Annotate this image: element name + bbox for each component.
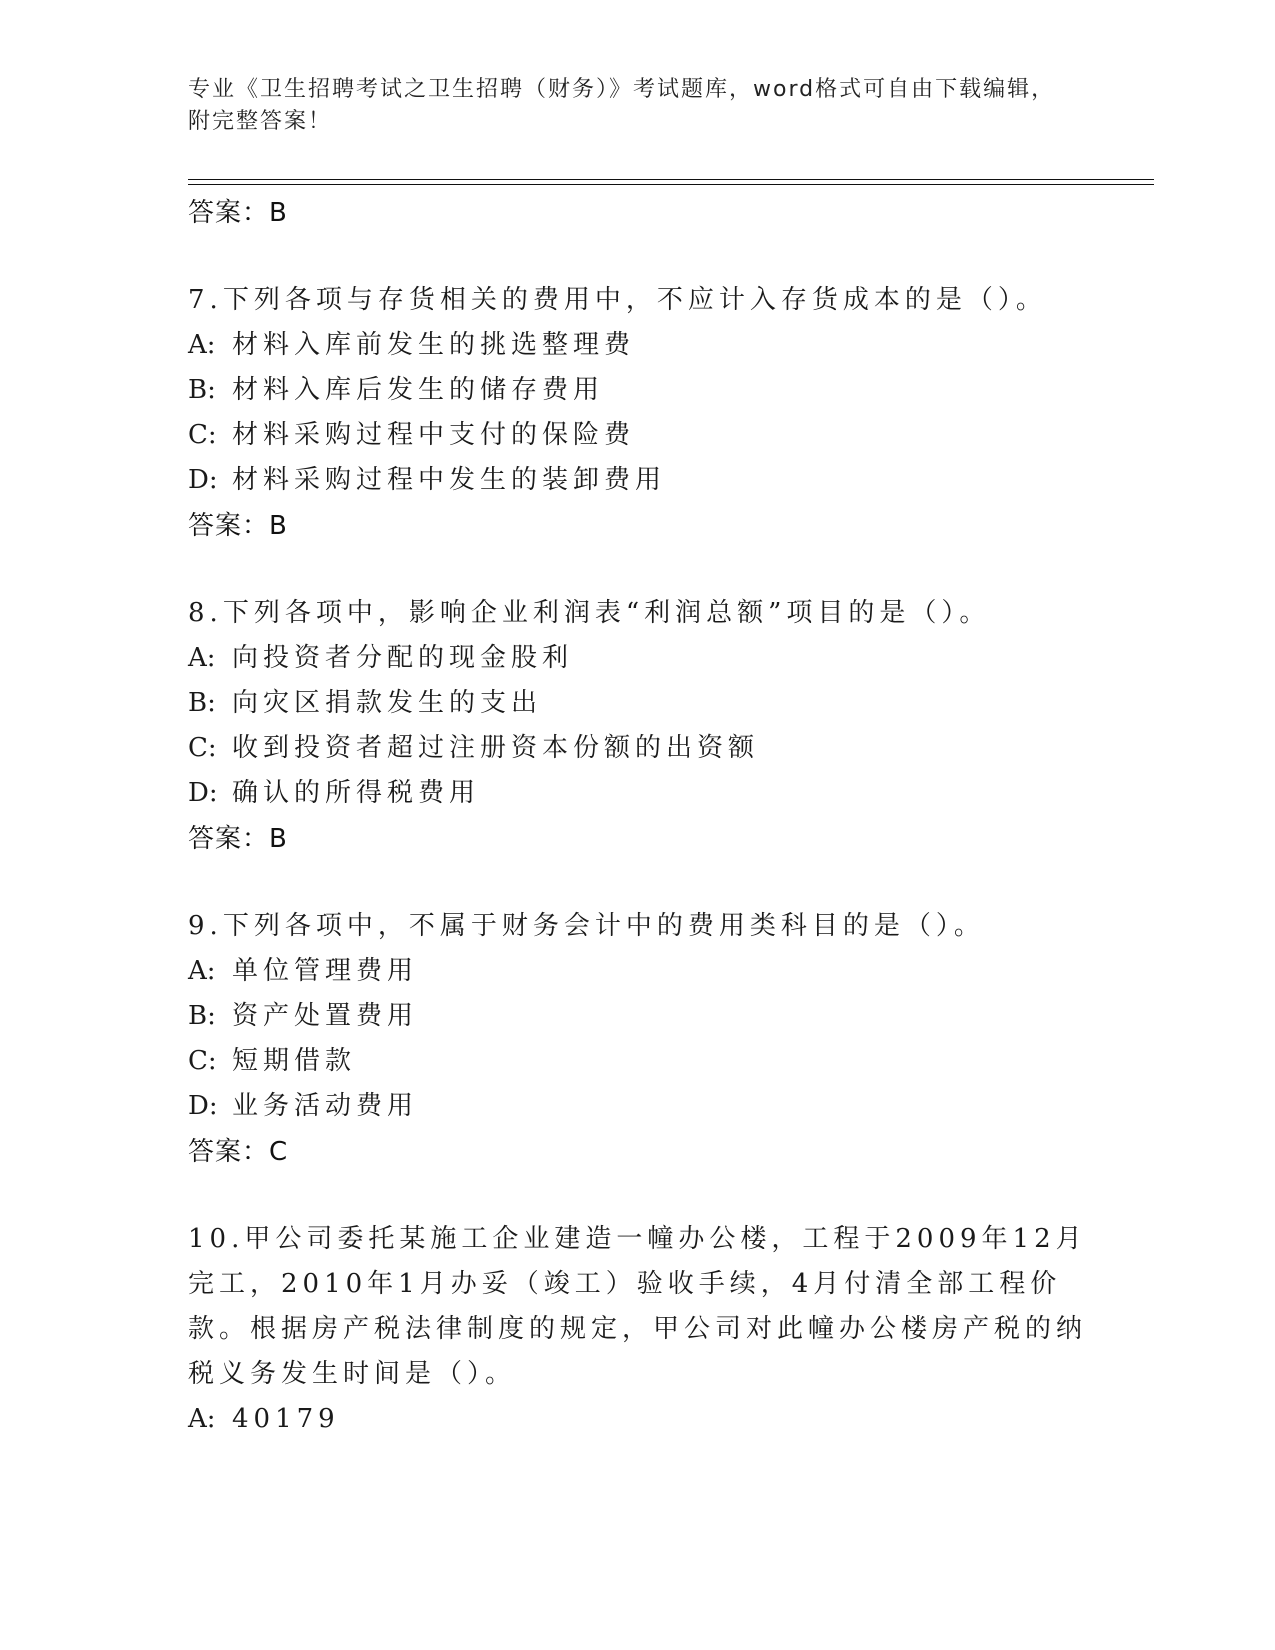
answer-value: B xyxy=(269,511,288,541)
question-text xyxy=(188,278,1088,323)
option-text: 材料采购过程中支付的保险费 xyxy=(232,420,636,450)
option-item xyxy=(188,636,1088,681)
option-text: 收到投资者超过注册资本份额的出资额 xyxy=(232,733,760,763)
answer-value: C xyxy=(269,1137,289,1167)
answer-value: B xyxy=(269,198,288,228)
option-text: 向投资者分配的现金股利 xyxy=(232,643,574,673)
answer-label: 答案： xyxy=(188,1137,270,1167)
option-text: 材料入库后发生的储存费用 xyxy=(232,375,605,405)
option-letter: D: xyxy=(188,778,218,808)
option-letter: A: xyxy=(188,643,216,673)
option-text: 确认的所得税费用 xyxy=(232,778,481,808)
option-item xyxy=(188,949,1088,994)
option-letter: C: xyxy=(188,733,217,763)
option-letter: C: xyxy=(188,1046,217,1076)
option-letter: A: xyxy=(188,956,216,986)
option-text: 资产处置费用 xyxy=(232,1001,419,1031)
question-stem: 下列各项中，影响企业利润表“利润总额”项目的是（）。 xyxy=(222,598,991,628)
spacer xyxy=(188,1175,1088,1217)
option-text: 业务活动费用 xyxy=(232,1091,419,1121)
option-letter: B: xyxy=(188,1001,216,1031)
option-item xyxy=(188,994,1088,1039)
header-divider-thick xyxy=(188,179,1154,180)
question-number: 7. xyxy=(188,285,223,315)
question-stem: 甲公司委托某施工企业建造一幢办公楼，工程于2009年12月完工，2010年1月办妥（竣工）验收手续，4月付清全部工程价款。根据房产税法律制度的规定，甲公司对此幢办公楼房产税的纳税义务发生时间是（）。 xyxy=(188,1224,1088,1389)
question-stem: 下列各项与存货相关的费用中，不应计入存货成本的是（）。 xyxy=(222,285,1047,315)
answer-line xyxy=(188,503,1088,549)
option-item xyxy=(188,323,1088,368)
option-letter: D: xyxy=(188,1091,218,1121)
option-item xyxy=(188,1084,1088,1129)
option-letter: A: xyxy=(188,1404,216,1434)
option-item xyxy=(188,681,1088,726)
question-text xyxy=(188,904,1088,949)
spacer xyxy=(188,549,1088,591)
document-header: 专业《卫生招聘考试之卫生招聘（财务）》考试题库，word格式可自由下载编辑，附完整答案！ xyxy=(188,77,1056,134)
spacer xyxy=(188,862,1088,904)
question-stem: 下列各项中，不属于财务会计中的费用类科目的是（）。 xyxy=(222,911,985,941)
question-number: 10. xyxy=(188,1224,245,1254)
option-item xyxy=(188,413,1088,458)
answer-value: B xyxy=(269,824,288,854)
answer-label: 答案： xyxy=(188,198,270,228)
question-number: 8. xyxy=(188,598,223,628)
option-letter: D: xyxy=(188,465,218,495)
question-list xyxy=(188,190,1088,1442)
option-letter: A: xyxy=(188,330,216,360)
answer-label: 答案： xyxy=(188,824,270,854)
option-item xyxy=(188,368,1088,413)
option-item xyxy=(188,771,1088,816)
option-text: 向灾区捐款发生的支出 xyxy=(232,688,543,718)
option-item xyxy=(188,1397,1088,1442)
option-letter: B: xyxy=(188,375,216,405)
answer-line xyxy=(188,816,1088,862)
option-text: 材料入库前发生的挑选整理费 xyxy=(232,330,636,360)
question-number: 9. xyxy=(188,911,223,941)
option-text: 40179 xyxy=(232,1404,340,1434)
option-item xyxy=(188,1039,1088,1084)
option-text: 材料采购过程中发生的装卸费用 xyxy=(232,465,667,495)
option-item xyxy=(188,726,1088,771)
option-text: 短期借款 xyxy=(232,1046,357,1076)
option-letter: B: xyxy=(188,688,216,718)
spacer xyxy=(188,236,1088,278)
header-divider-thin xyxy=(188,184,1154,185)
answer-line xyxy=(188,1129,1088,1175)
question-text xyxy=(188,591,1088,636)
option-letter: C: xyxy=(188,420,217,450)
question-text xyxy=(188,1217,1088,1397)
answer-label: 答案： xyxy=(188,511,270,541)
option-text: 单位管理费用 xyxy=(232,956,419,986)
answer-line xyxy=(188,190,1088,236)
option-item xyxy=(188,458,1088,503)
